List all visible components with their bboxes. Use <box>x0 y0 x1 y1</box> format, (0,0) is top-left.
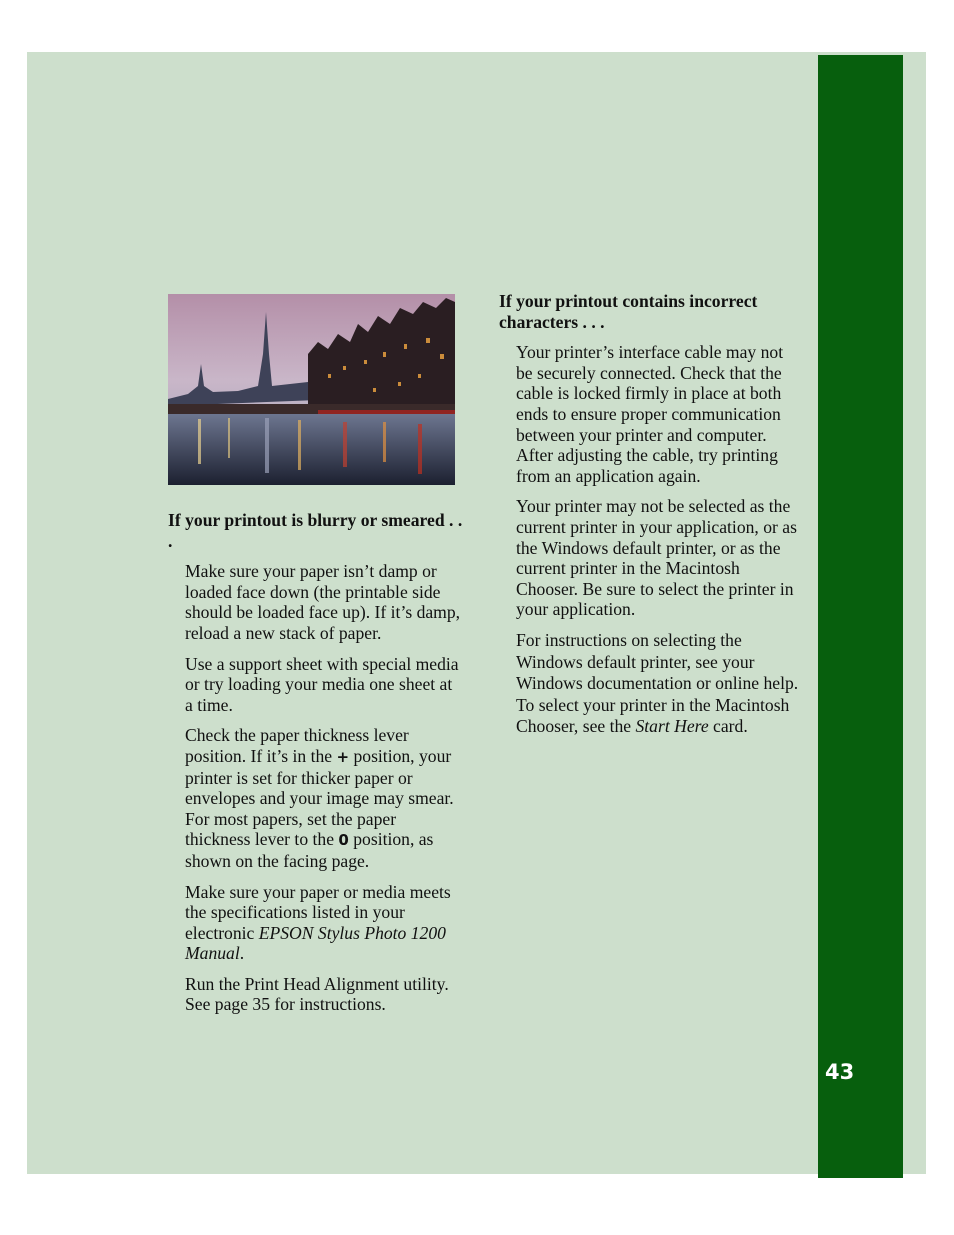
blurry-tip-4: Make sure your paper or media meets the specifications listed in your electronic EPSON Stylus Photo 1200 Manual. <box>185 881 451 964</box>
right-column <box>499 291 799 748</box>
blurry-heading: If your printout is blurry or smeared . . . <box>168 510 463 551</box>
characters-tip-3: For instructions on selecting the Windows default printer, see your Windows documentation or online help. To select your printer in the Macintosh Chooser, see the Start Here card. <box>516 629 799 737</box>
page-number: 43 <box>825 1060 855 1084</box>
left-column <box>168 510 463 1025</box>
canal-city-photo <box>168 294 455 485</box>
blurry-tip-5: Run the Print Head Alignment utility. See page 35 for instructions. <box>185 973 449 1015</box>
incorrect-characters-heading: If your printout contains incorrect characters . . . <box>499 291 758 332</box>
side-color-bar <box>818 55 903 1178</box>
start-here-title: Start Here <box>635 716 709 737</box>
blurry-tip-1: Make sure your paper isn’t damp or loaded face down (the printable side should be loaded face up). If it’s damp, reload a new stack of paper. <box>185 561 461 643</box>
characters-tip-1: Your printer’s interface cable may not be securely connected. Check that the cable is locked firmly in place at both ends to ensure proper communication between your printer and computer. After adjusting the cable, try printing from an application again. <box>516 342 784 486</box>
zero-symbol: 0 <box>338 831 349 850</box>
manual-title: EPSON Stylus Photo 1200 Manual <box>185 922 446 964</box>
blurry-tip-3: Check the paper thickness lever position. If it’s in the + position, your printer is set for thicker paper or envelopes and your image may smear. For most papers, set the paper thickness lever to the 0 position, as shown on the facing page. <box>185 725 454 871</box>
plus-symbol: + <box>336 747 350 766</box>
characters-tip-2: Your printer may not be selected as the current printer in your application, or as the Windows default printer, or as the current printer in the Macintosh Chooser. Be sure to select the printer in your application. <box>516 496 797 620</box>
blurry-tip-2: Use a support sheet with special media or try loading your media one sheet at a time. <box>185 653 459 715</box>
